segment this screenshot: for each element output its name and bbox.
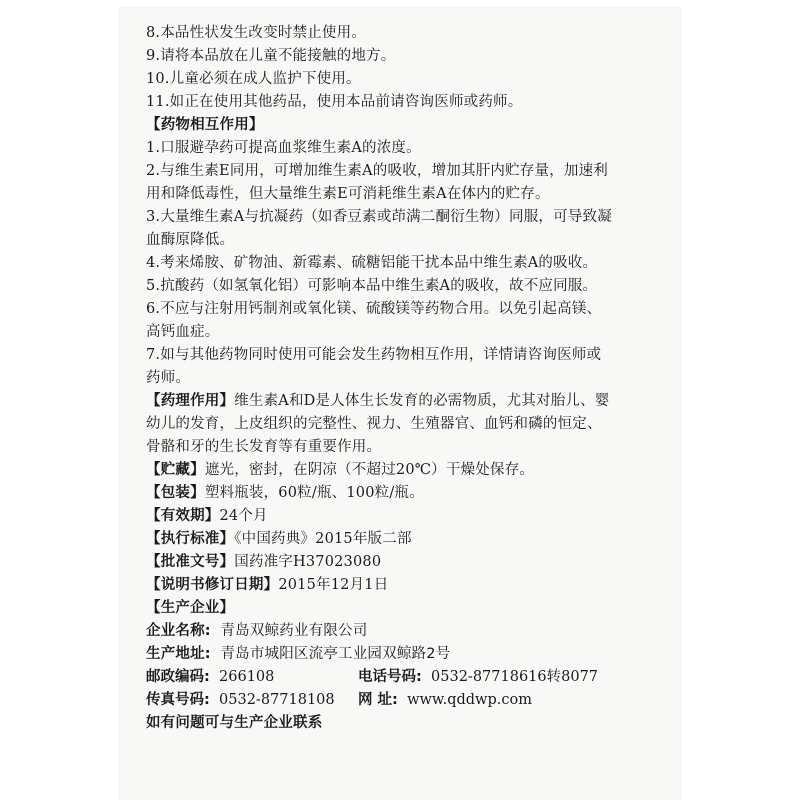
postal-label: 邮政编码: (146, 669, 210, 685)
postal-value: 266108 (219, 669, 275, 685)
pharmacology-first-line (146, 390, 676, 413)
pharmacology-line: 骨骼和牙的生长发育等有重要作用。 (146, 439, 382, 455)
manufacturer-header: 【生产企业】 (146, 600, 235, 616)
validity-header: 【有效期】 (146, 508, 220, 524)
packaging-header: 【包装】 (146, 485, 205, 501)
company-name-row (146, 620, 676, 643)
precautions-list (146, 22, 676, 114)
interaction-line: 高钙血症。 (146, 324, 220, 340)
address-row (146, 643, 676, 666)
storage-value: 遮光，密封，在阴凉（不超过20℃）干燥处保存。 (204, 462, 535, 478)
interaction-line: 2.与维生素E同用，可增加维生素A的吸收，增加其肝内贮存量，加速利 (146, 163, 608, 179)
standard-value: 《中国药典》2015年版二部 (234, 531, 412, 547)
validity-row (146, 505, 676, 528)
phone-value: 0532-87718616转8077 (431, 669, 599, 685)
company-name-label: 企业名称: (146, 623, 211, 639)
fax-web-row (146, 689, 676, 712)
phone-label: 电话号码: (358, 669, 422, 685)
packaging-value: 塑料瓶装，60粒/瓶、100粒/瓶。 (204, 485, 424, 501)
interaction-line: 1.口服避孕药可提高血浆维生素A的浓度。 (146, 140, 421, 156)
interaction-line: 3.大量维生素A与抗凝药（如香豆素或茚满二酮衍生物）同服，可导致凝 (146, 209, 612, 225)
pharmacology-text: 维生素A和D是人体生长发育的必需物质，尤其对胎儿、婴 (234, 393, 610, 409)
standard-row (146, 528, 676, 551)
interaction-line: 5.抗酸药（如氢氧化铝）可影响本品中维生素A的吸收，故不应同服。 (146, 278, 598, 294)
pharmacology-header: 【药理作用】 (146, 393, 235, 409)
website-label: 网 址: (358, 692, 398, 708)
pharmacology-line: 幼儿的发育，上皮组织的完整性、视力、生殖器官、血钙和磷的恒定、 (146, 416, 602, 432)
fax-value: 0532-87718108 (219, 692, 335, 708)
precaution-8: 8.本品性状发生改变时禁止使用。 (146, 25, 367, 41)
interactions-section (146, 114, 676, 390)
revision-header: 【说明书修订日期】 (146, 577, 279, 593)
interaction-line: 药师。 (146, 370, 191, 386)
precaution-10: 10.儿童必须在成人监护下使用。 (146, 71, 361, 87)
storage-row (146, 459, 676, 482)
postal-phone-row (146, 666, 676, 689)
interaction-line: 4.考来烯胺、矿物油、新霉素、硫糖铝能干扰本品中维生素A的吸收。 (146, 255, 598, 271)
manufacturer-section (146, 597, 676, 735)
approval-value: 国药准字H37023080 (234, 554, 382, 570)
pharmacology-section (146, 390, 676, 459)
revision-row (146, 574, 676, 597)
company-name-value: 青岛双鲸药业有限公司 (220, 623, 368, 639)
precaution-11: 11.如正在使用其他药品，使用本品前请咨询医师或药师。 (146, 94, 523, 110)
standard-header: 【执行标准】 (146, 531, 235, 547)
address-label: 生产地址: (146, 646, 211, 662)
interaction-line: 用和降低毒性，但大量维生素E可消耗维生素A在体内的贮存。 (146, 186, 550, 202)
packaging-row (146, 482, 676, 505)
interaction-line: 血酶原降低。 (146, 232, 235, 248)
precaution-9: 9.请将本品放在儿童不能接触的地方。 (146, 48, 396, 64)
validity-value: 24个月 (219, 508, 268, 524)
storage-header: 【贮藏】 (146, 462, 205, 478)
fax-label: 传真号码: (146, 692, 210, 708)
interaction-line: 7.如与其他药物同时使用可能会发生药物相互作用，详情请咨询医师或 (146, 347, 602, 363)
approval-header: 【批准文号】 (146, 554, 235, 570)
interaction-line: 6.不应与注射用钙制剂或氧化镁、硫酸镁等药物合用。以免引起高镁、 (146, 301, 602, 317)
contact-note: 如有问题可与生产企业联系 (146, 715, 323, 731)
approval-row (146, 551, 676, 574)
interactions-header: 【药物相互作用】 (146, 117, 264, 133)
revision-value: 2015年12月1日 (278, 577, 389, 593)
address-value: 青岛市城阳区流亭工业园双鲸路2号 (220, 646, 451, 662)
website-value: www.qddwp.com (407, 692, 532, 708)
leaflet-content (146, 22, 676, 735)
